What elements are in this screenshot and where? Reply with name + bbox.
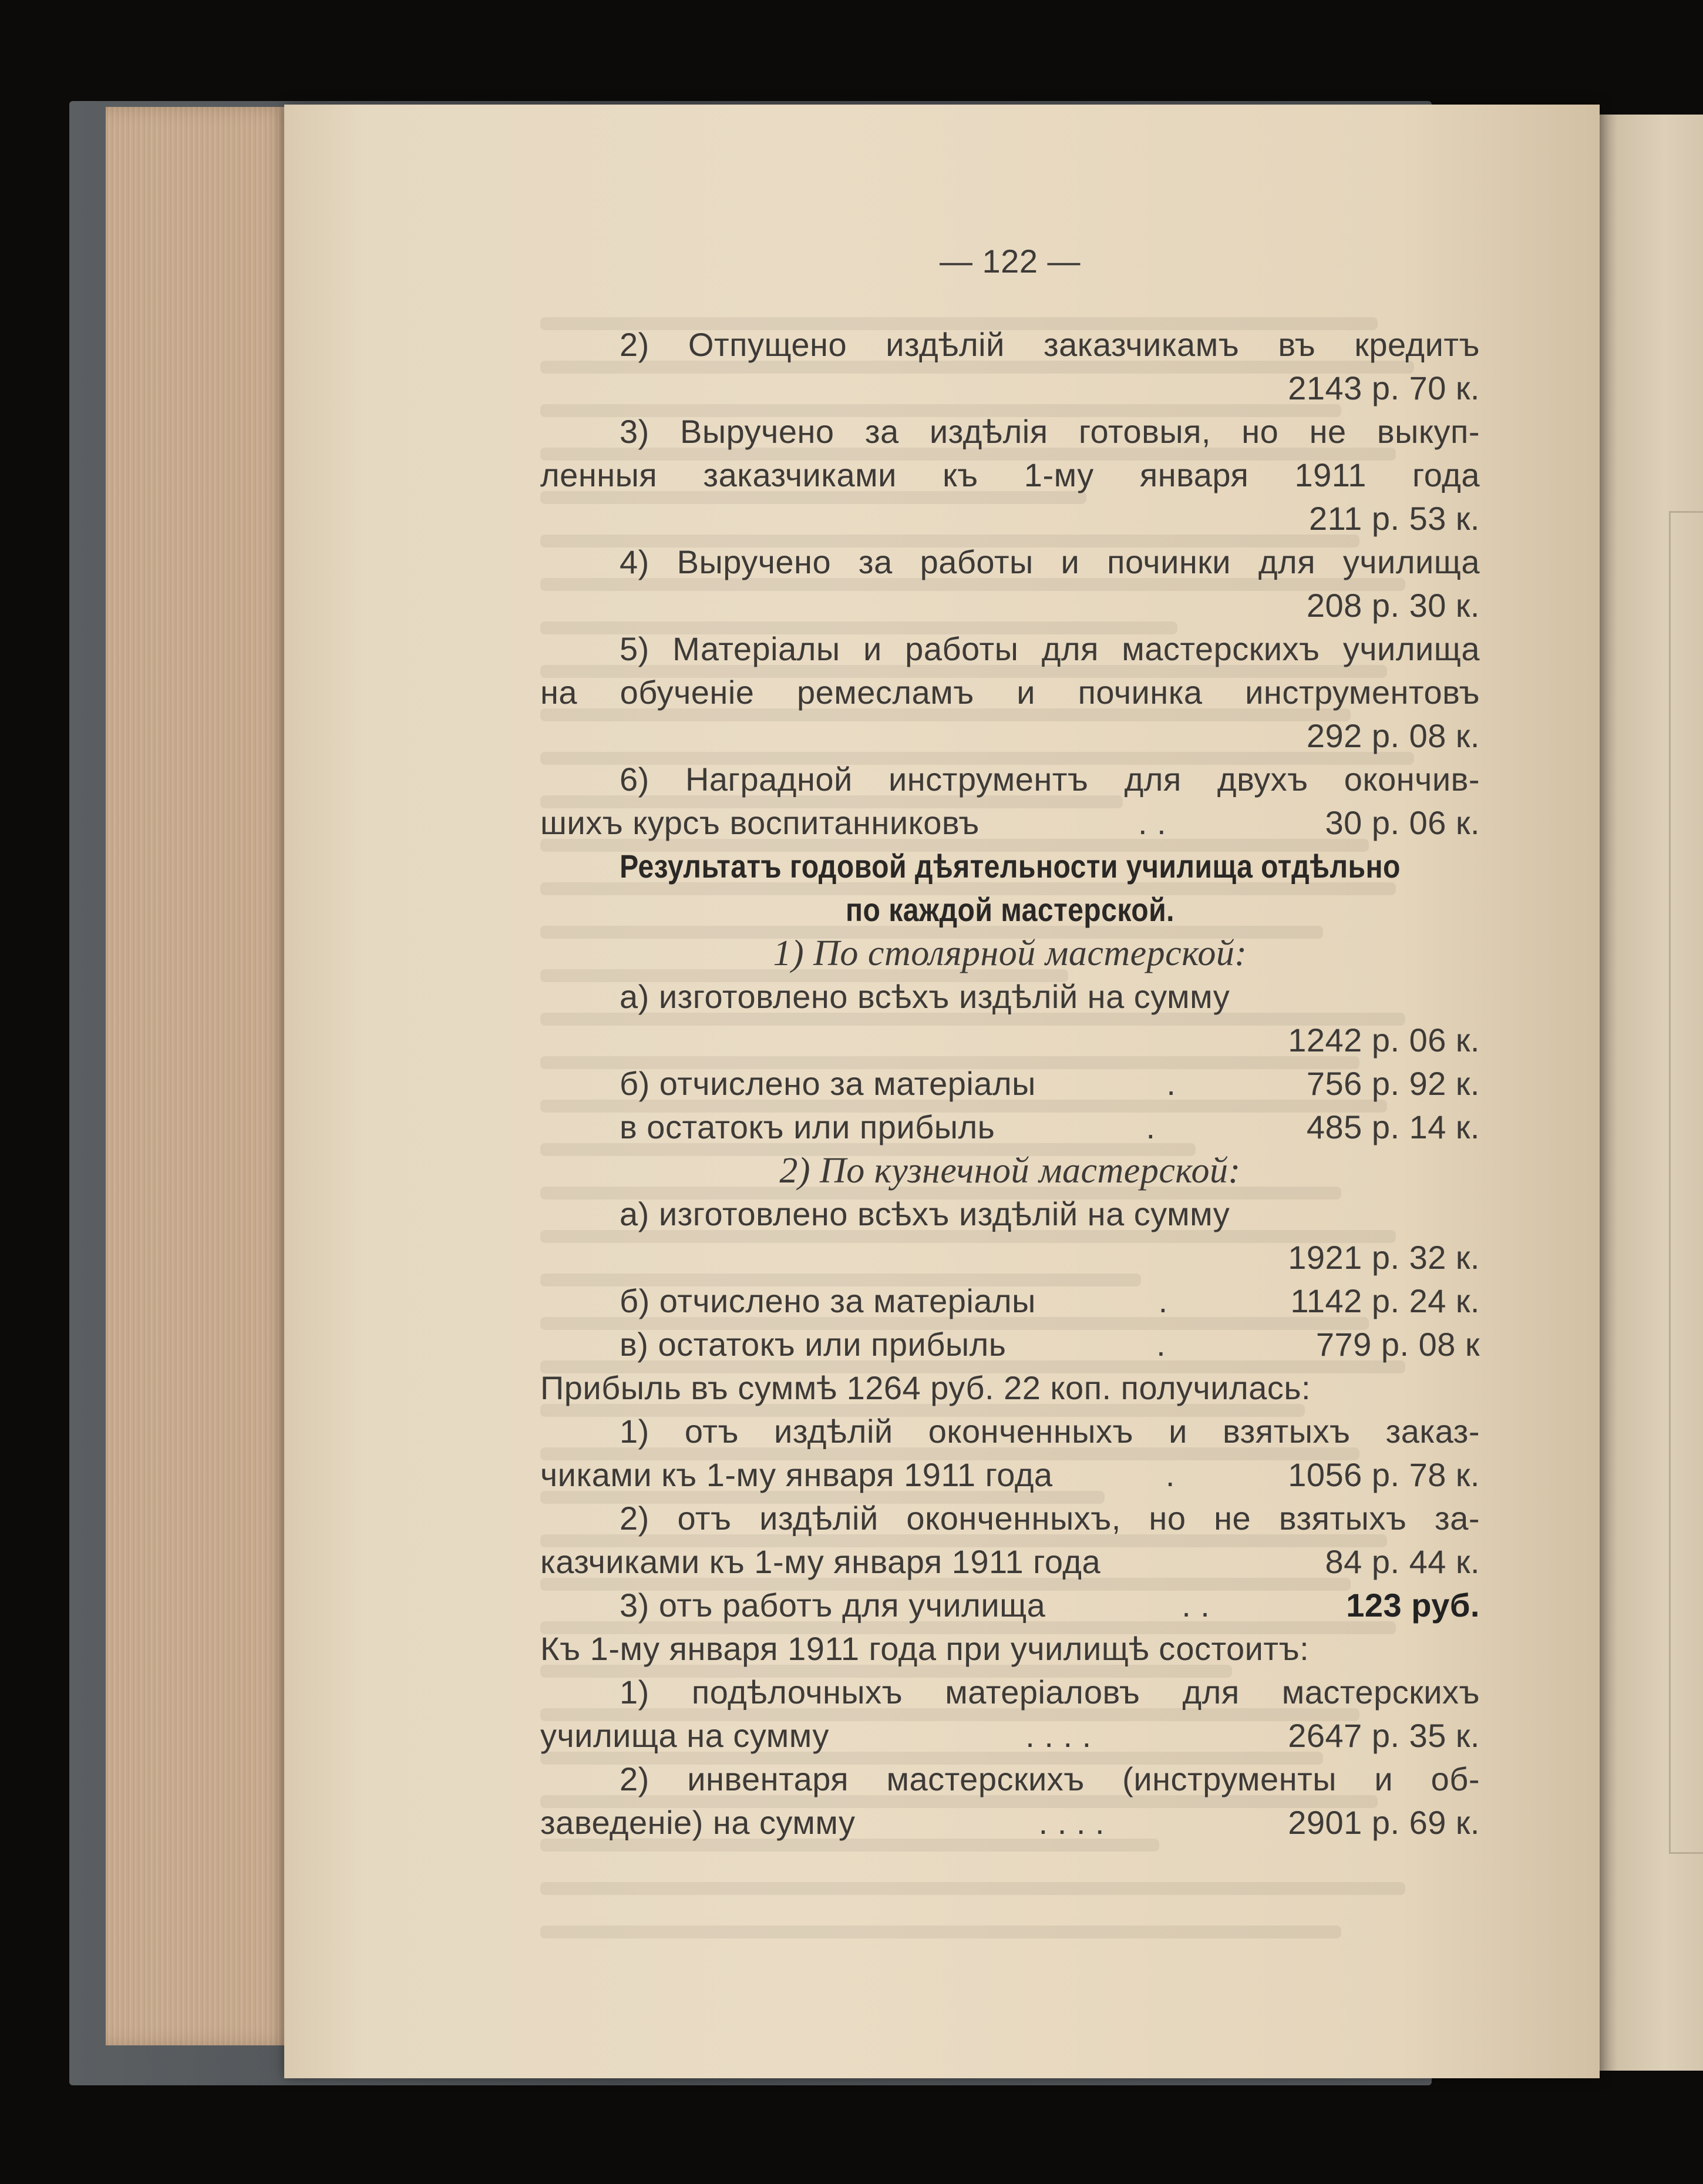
inventory-1-dots: . . . . [1025, 1717, 1092, 1754]
inventory-1-label: училища на сумму [540, 1717, 829, 1754]
carpentry-c-label: в остатокъ или прибыль [620, 1108, 995, 1145]
next-page-table-border [1669, 511, 1703, 1854]
inventory-1-line-1: 1) подѣлочныхъ матеріаловъ для мастерскихъ [620, 1674, 1480, 1711]
smithy-b-label: б) отчислено за матеріалы [620, 1282, 1036, 1319]
smithy-c-dot: . [1156, 1326, 1166, 1363]
profit-1-line-2 [540, 1453, 1480, 1497]
item-2-amount: 2143 р. 70 к. [1288, 369, 1480, 406]
smithy-c-amount: 779 р. 08 к [1315, 1326, 1480, 1363]
profit-intro: Прибыль въ суммѣ 1264 руб. 22 коп. получилась: [540, 1369, 1311, 1406]
item-6-label: шихъ курсъ воспитанниковъ [540, 804, 980, 841]
profit-1-label: чиками къ 1-му января 1911 года [540, 1456, 1053, 1493]
item-5-line-1: 5) Матеріалы и работы для мастерскихъ училища [620, 630, 1480, 667]
profit-3-label: 3) отъ работъ для училища [620, 1587, 1046, 1624]
inventory-1-amount: 2647 р. 35 к. [1288, 1717, 1480, 1754]
carpentry-a-amount: 1242 р. 06 к. [1288, 1022, 1480, 1059]
item-6-dots: . . [1138, 804, 1167, 841]
section-heading-line-1: Результатъ годовой дѣятельности училища отдѣльно [620, 848, 1401, 885]
carpentry-b-amount: 756 р. 92 к. [1306, 1065, 1480, 1102]
inventory-2-line-1: 2) инвентаря мастерскихъ (инструменты и об- [620, 1760, 1480, 1797]
carpentry-c-row [540, 1106, 1480, 1149]
item-4-line-1: 4) Выручено за работы и починки для училища [620, 543, 1480, 580]
profit-3-dots: . . [1182, 1587, 1210, 1624]
inventory-intro: Къ 1-му января 1911 года при училищѣ состоитъ: [540, 1630, 1310, 1667]
smithy-b-row [540, 1279, 1480, 1323]
carpentry-c-dot: . [1146, 1108, 1156, 1145]
smithy-b-dot: . [1158, 1282, 1168, 1319]
carpentry-c-amount: 485 р. 14 к. [1306, 1108, 1480, 1145]
profit-3-amount: 123 руб. [1346, 1587, 1480, 1624]
smithy-c-row [540, 1323, 1480, 1366]
item-5-line-2: на обученіе ремесламъ и починка инструментовъ [540, 674, 1480, 711]
item-4-amount: 208 р. 30 к. [1306, 587, 1480, 624]
carpentry-title: 1) По столярной мастерской: [773, 933, 1247, 973]
profit-1-line-1: 1) отъ издѣлій оконченныхъ и взятыхъ заказ- [620, 1413, 1480, 1450]
item-6-line-2 [540, 801, 1480, 845]
inventory-1-line-2 [540, 1714, 1480, 1758]
item-5-amount: 292 р. 08 к. [1306, 717, 1480, 754]
profit-2-line-1: 2) отъ издѣлій оконченныхъ, но не взятыхъ за- [620, 1500, 1480, 1537]
carpentry-a-label: а) изготовлено всѣхъ издѣлій на сумму [620, 978, 1230, 1015]
item-3-line-1: 3) Выручено за издѣлія готовыя, но не выкуп- [620, 413, 1480, 450]
inventory-2-dots: . . . . [1038, 1804, 1105, 1841]
carpentry-b-label: б) отчислено за матеріалы [620, 1065, 1036, 1102]
smithy-b-amount: 1142 р. 24 к. [1290, 1282, 1480, 1319]
inventory-2-amount: 2901 р. 69 к. [1288, 1804, 1480, 1841]
inventory-2-line-2 [540, 1801, 1480, 1844]
carpentry-b-row [540, 1062, 1480, 1106]
smithy-a-label: а) изготовлено всѣхъ издѣлій на сумму [620, 1195, 1230, 1232]
smithy-title: 2) По кузнечной мастерской: [779, 1151, 1241, 1191]
page-number: — 122 — [939, 243, 1081, 280]
profit-2-label: казчиками къ 1-му января 1911 года [540, 1543, 1101, 1580]
profit-3-row [540, 1584, 1480, 1627]
item-3-line-2: ленныя заказчиками къ 1-му января 1911 года [540, 456, 1480, 493]
profit-1-amount: 1056 р. 78 к. [1288, 1456, 1480, 1493]
profit-2-line-2 [540, 1540, 1480, 1584]
page-text [540, 235, 1480, 1844]
profit-2-amount: 84 р. 44 к. [1325, 1543, 1480, 1580]
item-6-amount: 30 р. 06 к. [1325, 804, 1480, 841]
item-2-line-1: 2) Отпущено издѣлій заказчикамъ въ кредитъ [620, 326, 1480, 363]
smithy-c-label: в) остатокъ или прибыль [620, 1326, 1007, 1363]
carpentry-b-dot: . [1166, 1065, 1176, 1102]
inventory-2-label: заведеніе) на сумму [540, 1804, 856, 1841]
page-edges [106, 107, 294, 2045]
section-heading-line-2: по каждой мастерской. [846, 891, 1174, 928]
item-3-amount: 211 р. 53 к. [1308, 500, 1480, 537]
item-6-line-1: 6) Наградной инструментъ для двухъ окончив- [620, 761, 1480, 798]
profit-1-dot: . [1165, 1456, 1175, 1493]
smithy-a-amount: 1921 р. 32 к. [1288, 1239, 1480, 1276]
